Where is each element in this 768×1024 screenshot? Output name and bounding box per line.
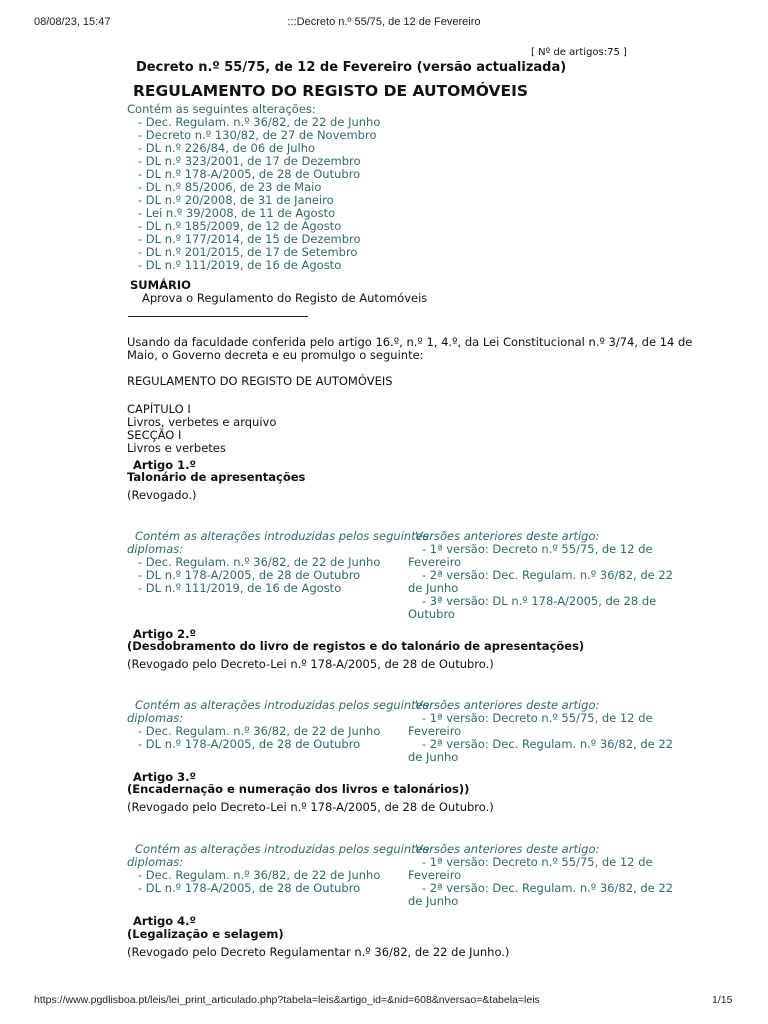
version-item-cont[interactable]: Fevereiro bbox=[408, 868, 462, 882]
changes-heading: Contém as alterações introduzidas pelos seguintes bbox=[135, 529, 429, 543]
amendment-item[interactable]: - DL n.º 323/2001, de 17 de Dezembro bbox=[138, 154, 361, 168]
version-item[interactable]: - 2ª versão: Dec. Regulam. n.º 36/82, de 22 bbox=[422, 568, 674, 582]
version-item[interactable]: - 1ª versão: Decreto n.º 55/75, de 12 de bbox=[422, 711, 653, 725]
article-changes bbox=[127, 530, 429, 595]
article-title: (Encadernação e numeração dos livros e talonários)) bbox=[127, 782, 470, 796]
article-versions bbox=[408, 699, 673, 764]
amendments-heading: Contém as seguintes alterações: bbox=[127, 102, 316, 116]
version-item[interactable]: - 3ª versão: DL n.º 178-A/2005, de 28 de bbox=[422, 594, 657, 608]
version-item[interactable]: - 1ª versão: Decreto n.º 55/75, de 12 de bbox=[422, 855, 653, 869]
article-number: Artigo 4.º bbox=[133, 914, 197, 928]
amendment-item[interactable]: - DL n.º 20/2008, de 31 de Janeiro bbox=[138, 193, 334, 207]
amendment-item[interactable]: - DL n.º 201/2015, de 17 de Setembro bbox=[138, 245, 358, 259]
section-label: SECÇÃO I bbox=[127, 428, 182, 442]
amendment-item[interactable]: - DL n.º 226/84, de 06 de Julho bbox=[138, 141, 316, 155]
amendment-item[interactable]: - DL n.º 111/2019, de 16 de Agosto bbox=[138, 258, 342, 272]
changes-heading: Contém as alterações introduzidas pelos seguintes bbox=[135, 698, 429, 712]
version-item-cont[interactable]: Outubro bbox=[408, 607, 455, 621]
amendment-item[interactable]: - Lei n.º 39/2008, de 11 de Agosto bbox=[138, 206, 336, 220]
chapter-label: CAPÍTULO I bbox=[127, 402, 191, 416]
article-title: Talonário de apresentações bbox=[127, 470, 306, 484]
versions-heading: Versões anteriores deste artigo: bbox=[415, 842, 600, 856]
preamble-line: Maio, o Governo decreta e eu promulgo o seguinte: bbox=[127, 348, 424, 362]
article-body: (Revogado pelo Decreto-Lei n.º 178-A/2005, de 28 de Outubro.) bbox=[127, 800, 494, 814]
amendment-item[interactable]: - DL n.º 185/2009, de 12 de Agosto bbox=[138, 219, 342, 233]
version-item-cont[interactable]: Fevereiro bbox=[408, 555, 462, 569]
preamble-line: Usando da faculdade conferida pelo artigo 16.º, n.º 1, 4.º, da Lei Constitucional n.º 3/74, de 14 de bbox=[127, 335, 693, 349]
article-versions bbox=[408, 530, 673, 621]
article-number: Artigo 3.º bbox=[133, 770, 197, 784]
version-item[interactable]: - 1ª versão: Decreto n.º 55/75, de 12 de bbox=[422, 542, 653, 556]
change-item[interactable]: - Dec. Regulam. n.º 36/82, de 22 de Junho bbox=[138, 555, 381, 569]
article-count: [ Nº de artigos:75 ] bbox=[531, 47, 627, 58]
summary-text: Aprova o Regulamento do Registo de Automóveis bbox=[142, 291, 428, 305]
article-title: (Desdobramento do livro de registos e do talonário de apresentações) bbox=[127, 639, 585, 653]
changes-heading-cont: diplomas: bbox=[127, 711, 184, 725]
article-title: (Legalização e selagem) bbox=[127, 927, 284, 941]
version-item-cont[interactable]: de Junho bbox=[408, 750, 459, 764]
print-title: :::Decreto n.º 55/75, de 12 de Fevereiro bbox=[287, 16, 481, 28]
amendment-item[interactable]: - DL n.º 177/2014, de 15 de Dezembro bbox=[138, 232, 361, 246]
decree-title: Decreto n.º 55/75, de 12 de Fevereiro (versão actualizada) bbox=[136, 60, 567, 75]
change-item[interactable]: - DL n.º 178-A/2005, de 28 de Outubro bbox=[138, 568, 361, 582]
chapter-name: Livros, verbetes e arquivo bbox=[127, 415, 277, 429]
summary-label: SUMÁRIO bbox=[130, 278, 191, 292]
changes-heading-cont: diplomas: bbox=[127, 855, 184, 869]
version-item-cont[interactable]: Fevereiro bbox=[408, 724, 462, 738]
article-body: (Revogado pelo Decreto-Lei n.º 178-A/2005, de 28 de Outubro.) bbox=[127, 657, 494, 671]
article-changes bbox=[127, 699, 429, 751]
article-body: (Revogado pelo Decreto Regulamentar n.º 36/82, de 22 de Junho.) bbox=[127, 945, 510, 959]
amendment-item[interactable]: - Decreto n.º 130/82, de 27 de Novembro bbox=[138, 128, 377, 142]
amendment-item[interactable]: - DL n.º 178-A/2005, de 28 de Outubro bbox=[138, 167, 361, 181]
version-item-cont[interactable]: de Junho bbox=[408, 581, 459, 595]
article-versions bbox=[408, 843, 673, 908]
versions-heading: Versões anteriores deste artigo: bbox=[415, 698, 600, 712]
summary-rule bbox=[128, 316, 308, 317]
versions-heading: Versões anteriores deste artigo: bbox=[415, 529, 600, 543]
version-item[interactable]: - 2ª versão: Dec. Regulam. n.º 36/82, de 22 bbox=[422, 881, 674, 895]
section-name: Livros e verbetes bbox=[127, 441, 226, 455]
change-item[interactable]: - DL n.º 178-A/2005, de 28 de Outubro bbox=[138, 881, 361, 895]
changes-heading-cont: diplomas: bbox=[127, 542, 184, 556]
article-number: Artigo 1.º bbox=[133, 458, 197, 472]
main-title: REGULAMENTO DO REGISTO DE AUTOMÓVEIS bbox=[133, 82, 529, 100]
print-url[interactable]: https://www.pgdlisboa.pt/leis/lei_print_articulado.php?tabela=leis&artigo_id=&nid=608&nversao=&tabela=leis bbox=[34, 994, 540, 1006]
regulation-title: REGULAMENTO DO REGISTO DE AUTOMÓVEIS bbox=[127, 374, 393, 388]
page-number: 1/15 bbox=[712, 994, 733, 1006]
change-item[interactable]: - DL n.º 111/2019, de 16 de Agosto bbox=[138, 581, 342, 595]
article-changes bbox=[127, 843, 429, 895]
print-datetime: 08/08/23, 15:47 bbox=[34, 16, 111, 28]
version-item-cont[interactable]: de Junho bbox=[408, 894, 459, 908]
change-item[interactable]: - Dec. Regulam. n.º 36/82, de 22 de Junho bbox=[138, 868, 381, 882]
amendment-item[interactable]: - DL n.º 85/2006, de 23 de Maio bbox=[138, 180, 322, 194]
article-body: (Revogado.) bbox=[127, 488, 197, 502]
change-item[interactable]: - Dec. Regulam. n.º 36/82, de 22 de Junho bbox=[138, 724, 381, 738]
changes-heading: Contém as alterações introduzidas pelos seguintes bbox=[135, 842, 429, 856]
amendment-item[interactable]: - Dec. Regulam. n.º 36/82, de 22 de Junho bbox=[138, 115, 381, 129]
article-number: Artigo 2.º bbox=[133, 627, 197, 641]
amendments-list bbox=[127, 103, 380, 272]
version-item[interactable]: - 2ª versão: Dec. Regulam. n.º 36/82, de 22 bbox=[422, 737, 674, 751]
change-item[interactable]: - DL n.º 178-A/2005, de 28 de Outubro bbox=[138, 737, 361, 751]
